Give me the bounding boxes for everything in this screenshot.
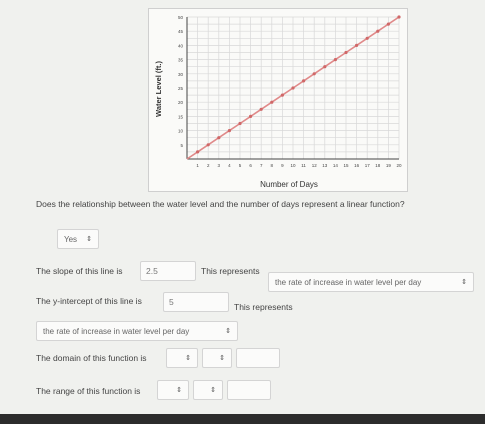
x-tick-label: 18 <box>375 163 381 168</box>
slope-represents-value: the rate of increase in water level per day <box>275 277 422 287</box>
x-tick-label: 14 <box>332 163 338 168</box>
y-tick-label: 15 <box>177 114 183 120</box>
data-point <box>217 136 220 139</box>
x-tick-label: 16 <box>354 163 360 168</box>
data-point <box>281 94 284 97</box>
x-tick-label: 4 <box>228 163 231 168</box>
linear-answer-select[interactable] <box>57 229 99 249</box>
x-tick-label: 6 <box>249 163 252 168</box>
intercept-represents-select[interactable] <box>36 321 238 341</box>
x-tick-label: 10 <box>290 163 296 168</box>
updown-arrow-icon: ⇕ <box>176 387 182 394</box>
x-tick-label: 13 <box>322 163 328 168</box>
y-tick-label: 45 <box>177 29 183 35</box>
y-tick-label: 30 <box>177 71 183 77</box>
question-linear-text: Does the relationship between the water level and the number of days represent a linear function? <box>36 199 405 209</box>
x-tick-label: 17 <box>364 163 370 168</box>
data-point <box>397 15 400 18</box>
updown-arrow-icon: ⇕ <box>210 387 216 394</box>
intercept-input[interactable] <box>163 292 229 312</box>
data-point <box>249 115 252 118</box>
data-point <box>366 37 369 40</box>
intercept-represents-value: the rate of increase in water level per day <box>43 326 190 336</box>
domain-text: The domain of this function is <box>36 353 147 363</box>
updown-arrow-icon: ⇕ <box>86 236 92 243</box>
chart-svg <box>149 9 407 191</box>
updown-arrow-icon: ⇕ <box>225 328 231 335</box>
x-tick-label: 12 <box>311 163 317 168</box>
x-tick-label: 15 <box>343 163 349 168</box>
linear-answer-value: Yes <box>64 234 78 244</box>
y-tick-label: 10 <box>177 128 183 134</box>
y-tick-label: 5 <box>180 142 183 148</box>
x-tick-label: 5 <box>238 163 242 168</box>
y-tick-label: 35 <box>177 57 183 63</box>
data-point <box>334 58 337 61</box>
data-point <box>387 23 390 26</box>
data-point <box>313 72 316 75</box>
data-point <box>207 143 210 146</box>
data-point <box>260 108 263 111</box>
domain-select-1[interactable] <box>166 348 198 368</box>
x-tick-label: 9 <box>281 163 284 168</box>
x-tick-label: 19 <box>385 163 391 168</box>
x-tick-label: 3 <box>217 163 221 168</box>
range-text: The range of this function is <box>36 386 141 396</box>
slope-prefix-text: The slope of this line is <box>36 266 123 276</box>
updown-arrow-icon: ⇕ <box>185 355 191 362</box>
data-point <box>228 129 231 132</box>
data-point <box>323 65 326 68</box>
y-axis-label: Water Level (ft.) <box>154 61 163 117</box>
slope-represents-select[interactable] <box>268 272 474 292</box>
y-tick-label: 40 <box>177 43 183 49</box>
data-point <box>196 150 199 153</box>
x-tick-label: 7 <box>259 163 263 168</box>
domain-select-2[interactable] <box>202 348 232 368</box>
intercept-represents-text: This represents <box>234 302 293 312</box>
range-select-2[interactable] <box>193 380 223 400</box>
x-tick-label: 20 <box>396 163 402 168</box>
y-tick-label: 25 <box>177 86 183 91</box>
slope-represents-text: This represents <box>201 266 260 276</box>
domain-input[interactable] <box>236 348 280 368</box>
bottom-edge-bar <box>0 414 485 424</box>
x-tick-labels <box>196 163 402 168</box>
y-tick-label: 20 <box>177 100 183 106</box>
range-select-1[interactable] <box>157 380 189 400</box>
slope-input[interactable] <box>140 261 196 281</box>
intercept-input-value: 5 <box>169 297 174 307</box>
intercept-prefix-text: The y-intercept of this line is <box>36 296 142 306</box>
x-tick-label: 2 <box>206 163 210 168</box>
data-point <box>291 86 294 89</box>
x-axis-label: Number of Days <box>260 180 318 189</box>
water-level-chart <box>148 8 408 192</box>
range-input[interactable] <box>227 380 271 400</box>
data-point <box>302 79 305 82</box>
y-tick-label: 50 <box>177 15 183 20</box>
updown-arrow-icon: ⇕ <box>461 279 467 286</box>
data-point <box>376 30 379 33</box>
x-tick-label: 8 <box>270 163 274 168</box>
slope-input-value: 2.5 <box>146 266 158 276</box>
data-point <box>355 44 358 47</box>
x-tick-label: 11 <box>301 163 306 168</box>
updown-arrow-icon: ⇕ <box>219 355 225 362</box>
data-point <box>344 51 347 54</box>
y-tick-labels <box>178 15 184 148</box>
data-point <box>238 122 241 125</box>
data-point <box>270 101 273 104</box>
x-tick-label: 1 <box>196 163 199 168</box>
